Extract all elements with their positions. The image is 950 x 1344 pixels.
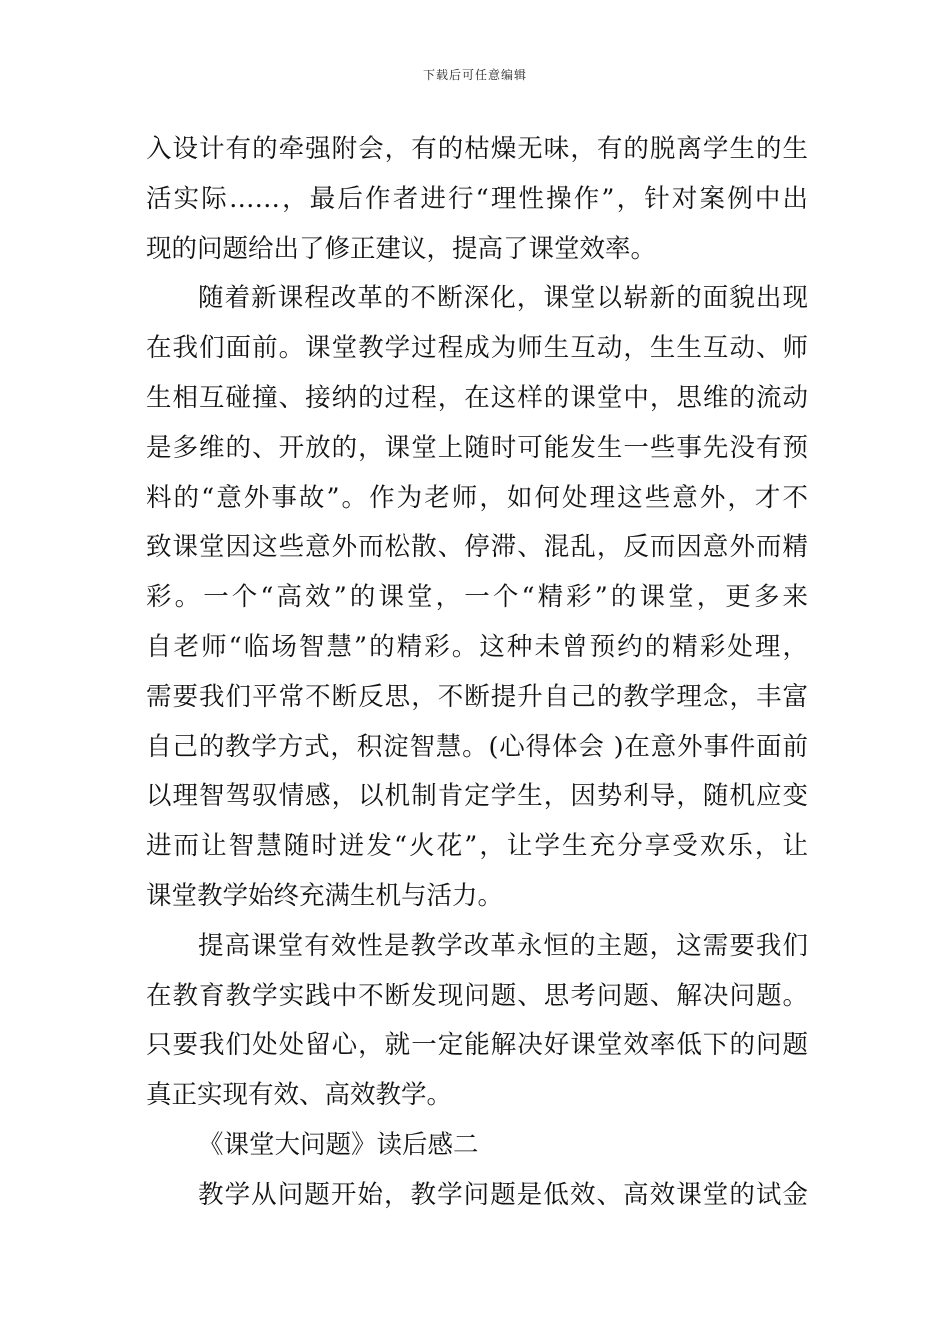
document-body bbox=[146, 125, 808, 1221]
text-line: 在教育教学实践中不断发现问题、思考问题、解决问题。 bbox=[146, 980, 808, 1011]
section-title: 《课堂大问题》读后感二 bbox=[198, 1129, 479, 1160]
text-line: 是多维的、开放的，课堂上随时可能发生一些事先没有预 bbox=[146, 432, 808, 463]
text-line: 活实际……，最后作者进行“理性操作”，针对案例中出 bbox=[146, 183, 808, 214]
text-line: 生相互碰撞、接纳的过程，在这样的课堂中，思维的流动 bbox=[146, 382, 808, 413]
text-line: 进而让智慧随时迸发“火花”，让学生充分享受欢乐，让 bbox=[146, 831, 808, 862]
text-line: 彩。一个“高效”的课堂，一个“精彩”的课堂，更多来 bbox=[146, 582, 808, 613]
text-line: 现的问题给出了修正建议，提高了课堂效率。 bbox=[146, 233, 657, 264]
text-line: 入设计有的牵强附会，有的枯燥无味，有的脱离学生的生 bbox=[146, 134, 808, 164]
text-line: 致课堂因这些意外而松散、停滞、混乱，反而因意外而精 bbox=[146, 532, 808, 563]
text-line: 自己的教学方式，积淀智慧。(心得体会 )在意外事件面前 bbox=[146, 731, 808, 762]
text-line: 随着新课程改革的不断深化，课堂以崭新的面貌出现 bbox=[198, 283, 808, 314]
text-line: 课堂教学始终充满生机与活力。 bbox=[146, 880, 504, 911]
text-line: 真正实现有效、高效教学。 bbox=[146, 1080, 453, 1111]
text-line: 料的“意外事故”。作为老师，如何处理这些意外，才不 bbox=[146, 482, 808, 513]
text-line: 在我们面前。课堂教学过程成为师生互动，生生互动、师 bbox=[146, 333, 808, 364]
text-line: 只要我们处处留心，就一定能解决好课堂效率低下的问题 bbox=[146, 1030, 808, 1061]
text-line: 自老师“临场智慧”的精彩。这种未曾预约的精彩处理， bbox=[146, 631, 808, 662]
text-line: 以理智驾驭情感，以机制肯定学生，因势利导，随机应变 bbox=[146, 781, 808, 812]
text-line: 需要我们平常不断反思，不断提升自己的教学理念，丰富 bbox=[146, 681, 808, 712]
text-line: 教学从问题开始，教学问题是低效、高效课堂的试金 bbox=[198, 1179, 808, 1210]
page-header: 下载后可任意编辑 bbox=[422, 68, 527, 82]
text-line: 提高课堂有效性是教学改革永恒的主题，这需要我们 bbox=[198, 930, 808, 961]
